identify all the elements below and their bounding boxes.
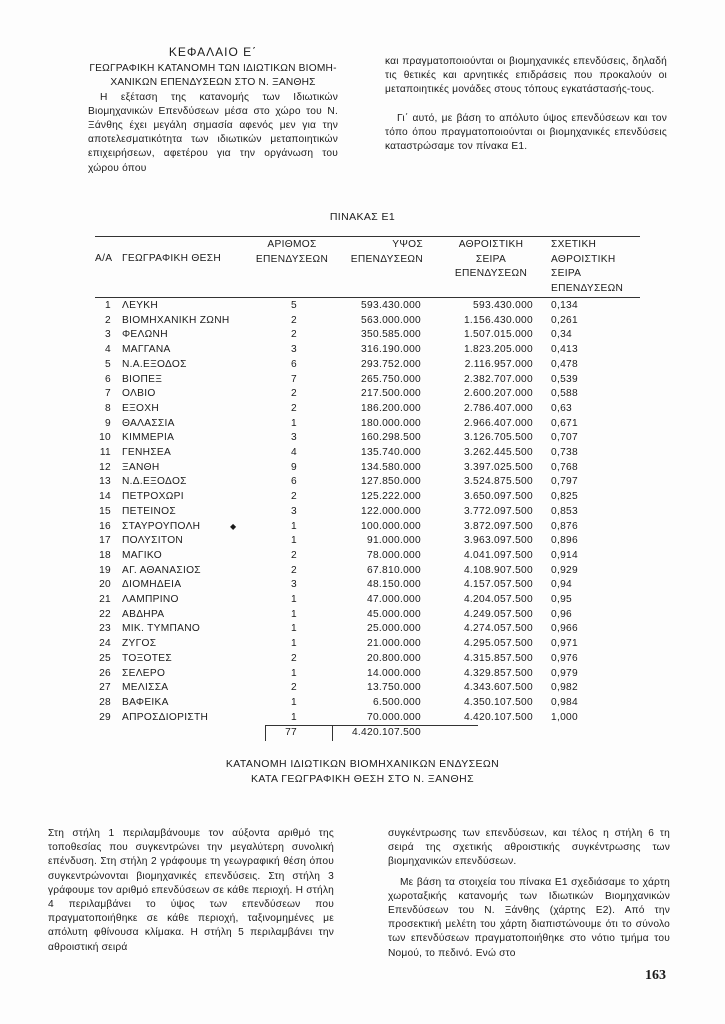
chapter-subtitle-line-1: ΓΕΩΓΡΑΦΙΚΗ ΚΑΤΑΝΟΜΗ ΤΩΝ ΙΔΙΩΤΙΚΩΝ ΒΙΟΜΗ- [89,63,337,75]
row-relative: 0,966 [551,623,578,635]
row-location: ΜΑΓΙΚΟ [122,549,162,561]
table-row [95,490,640,505]
row-count: 2 [291,402,297,414]
table-intro-paragraph: Γι΄ αυτό, με βάση το απόλυτο ύψος επενδύσεων και τον τόπο όπου πραγματοποιούνται οι βιομηχανικές επενδύσεις καταστρώσαμε τον πίνακα Ε1. [385,112,667,153]
row-number: 18 [99,549,111,561]
row-count: 1 [291,417,297,429]
row-count: 3 [291,344,297,356]
table-row [95,520,640,535]
table-top-rule [95,236,640,237]
header-relative-line-1: ΣΧΕΤΙΚΗ [551,239,597,250]
table-row [95,446,640,461]
chapter-title: ΚΕΦΑΛΑΙΟ Ε΄ [168,45,258,59]
header-count-line-2: ΕΠΕΝΔΥΣΕΩΝ [255,253,329,265]
row-relative: 0,63 [551,402,573,414]
row-location: Ν.Α.ΕΞΟΔΟΣ [122,358,187,370]
row-relative: 0,984 [551,696,578,708]
row-count: 4 [291,447,297,458]
row-number: 10 [99,432,111,444]
row-number: 1 [105,300,111,311]
chapter-subtitle-line-2: ΧΑΝΙΚΩΝ ΕΠΕΝΔΥΣΕΩΝ ΣΤΟ Ν. ΞΑΝΘΗΣ [110,77,316,89]
header-count [250,238,334,267]
row-location: ΦΕΛΩΝΗ [122,329,168,341]
row-number: 5 [105,358,111,370]
row-location: ΒΙΟΠΕΞ [122,373,163,385]
row-amount: 134.580.000 [361,461,421,473]
row-amount: 593.430.000 [361,300,421,311]
row-number: 19 [99,564,111,576]
row-count: 1 [291,623,297,635]
row-location: ΣΤΑΥΡΟΥΠΟΛΗ [122,520,201,532]
row-count: 2 [291,329,297,341]
row-amount: 217.500.000 [361,388,421,400]
row-relative: 0,825 [551,491,578,503]
row-amount: 265.750.000 [361,373,421,385]
row-relative: 0,971 [551,638,578,650]
row-count: 3 [291,505,297,517]
table-row [95,358,640,373]
row-number: 25 [99,652,111,664]
row-amount: 6.500.000 [372,696,421,708]
row-number: 21 [99,594,111,605]
row-number: 11 [99,447,111,458]
row-number: 28 [99,696,111,708]
table-row [95,534,640,549]
row-relative: 0,95 [551,594,573,605]
row-relative: 0,261 [551,314,578,326]
header-cumulative [445,238,537,282]
row-location: ΜΑΓΓΑΝΑ [122,344,171,356]
row-location: ΔΙΟΜΗΔΕΙΑ [122,579,182,591]
total-count: 77 [285,727,297,738]
row-count: 2 [291,388,297,400]
caption-line-2: ΚΑΤΑ ΓΕΩΓΡΑΦΙΚΗ ΘΕΣΗ ΣΤΟ Ν. ΞΑΝΘΗΣ [251,773,474,785]
map-analysis-paragraph: Με βάση τα στοιχεία του πίνακα Ε1 σχεδιάσαμε το χάρτη χωροταξικής κατανομής των Ιδιωτικών Βιομηχανικών Επενδύσεων του Ν. Ξάνθης (χάρτης Ε2). Από την προσεκτική μελέτη του χάρτη διαπιστώνουμε ότι το σύνολο των επενδύσεων πραγματοποιήθηκε στο νότιο τμήμα του Νομού, το πεδινό. Ενώ στο [388,876,670,959]
row-relative: 0,738 [551,447,578,458]
header-amount-line-2: ΕΠΕΝΔΥΣΕΩΝ [350,253,423,265]
row-amount: 127.850.000 [361,476,421,488]
row-amount: 20.800.000 [367,652,421,664]
row-relative: 0,671 [551,417,578,429]
row-amount: 160.298.500 [361,432,421,444]
row-location: ΣΕΛΕΡΟ [122,667,166,679]
row-number: 12 [99,461,111,473]
row-relative: 0,34 [551,329,573,341]
row-count: 2 [291,652,297,664]
row-relative: 0,94 [551,579,573,591]
row-cumulative: 2.382.707.000 [463,373,533,385]
row-location: ΑΠΡΟΣΔΙΟΡΙΣΤΗ [122,711,209,723]
row-relative: 0,96 [551,608,573,620]
header-amount [333,238,423,267]
total-amount: 4.420.107.500 [351,727,421,738]
row-amount: 186.200.000 [361,402,421,414]
row-number: 24 [99,638,111,650]
row-amount: 91.000.000 [367,535,421,547]
row-count: 3 [291,432,297,444]
table-row [95,549,640,564]
header-relative-line-4: ΕΠΕΝΔΥΣΕΩΝ [551,282,624,294]
row-cumulative: 4.041.097.500 [463,549,533,561]
row-relative: 0,976 [551,652,578,664]
row-count: 9 [291,461,297,473]
table-row [95,608,640,623]
row-cumulative: 4.315.857.500 [463,652,533,664]
row-number: 6 [105,373,111,385]
row-amount: 563.000.000 [361,314,421,326]
row-amount: 21.000.000 [367,638,421,650]
row-number: 3 [105,329,111,341]
row-cumulative: 3.524.875.500 [463,476,533,488]
header-relative-line-2: ΑΘΡΟΙΣΤΙΚΗ [551,253,616,265]
row-location: ΠΕΤΕΙΝΟΣ [122,505,176,517]
row-amount: 45.000.000 [367,608,421,620]
header-location: ΓΕΩΓΡΑΦΙΚΗ ΘΕΣΗ [122,253,221,264]
row-number: 9 [105,417,111,429]
row-cumulative: 593.430.000 [473,300,533,311]
row-cumulative: 3.963.097.500 [463,535,533,547]
row-relative: 0,539 [551,373,578,385]
row-amount: 67.810.000 [367,564,421,576]
row-cumulative: 4.420.107.500 [463,711,533,723]
row-cumulative: 3.872.097.500 [463,520,533,532]
row-location: ΜΕΛΙΣΣΑ [122,682,169,694]
table-row [95,387,640,402]
row-cumulative: 4.350.107.500 [463,696,533,708]
row-cumulative: 2.116.957.000 [464,358,533,370]
row-relative: 0,588 [551,388,578,400]
row-count: 7 [291,373,297,385]
row-amount: 78.000.000 [367,549,421,561]
row-cumulative: 1.507.015.000 [463,329,533,341]
row-cumulative: 4.157.057.500 [463,579,533,591]
row-amount: 25.000.000 [367,623,421,635]
row-location: ΠΕΤΡΟΧΩΡΙ [122,491,184,503]
table-row [95,622,640,637]
row-amount: 350.585.000 [361,329,421,341]
row-relative: 0,982 [551,682,578,694]
row-count: 2 [291,549,297,561]
row-number: 2 [105,314,111,326]
row-location: Ν.Δ.ΕΞΟΔΟΣ [122,476,187,488]
table-row [95,461,640,476]
row-amount: 13.750.000 [367,682,421,694]
row-count: 1 [291,711,297,723]
row-relative: 0,413 [551,344,578,356]
row-amount: 293.752.000 [361,358,421,370]
table-title: ΠΙΝΑΚΑΣ Ε1 [329,211,396,223]
row-amount: 125.222.000 [361,491,421,503]
row-relative: 0,707 [551,432,578,444]
row-location: ΒΙΟΜΗΧΑΝΙΚΗ ΖΩΝΗ [122,314,230,326]
row-number: 20 [99,579,111,591]
row-cumulative: 3.397.025.500 [463,461,533,473]
row-count: 1 [291,608,297,620]
row-location: ΑΒΔΗΡΑ [122,608,165,620]
row-amount: 14.000.000 [367,667,421,679]
top-right-column [385,55,667,154]
row-location: ΒΑΦΕΙΚΑ [122,696,169,708]
row-location: ΓΕΝΗΣΕΑ [122,447,172,458]
top-left-column [88,45,338,176]
row-location: ΖΥΓΟΣ [122,638,157,650]
table-row [95,431,640,446]
table-row [95,343,640,358]
row-location: ΜΙΚ. ΤΥΜΠΑΝΟ [122,623,201,635]
table-row [95,299,640,314]
row-relative: 0,876 [551,520,578,532]
row-count: 5 [291,300,297,311]
row-cumulative: 4.295.057.500 [463,638,533,650]
row-count: 2 [291,491,297,503]
row-relative: 0,478 [551,358,578,370]
row-number: 22 [99,608,111,620]
row-number: 26 [99,667,111,679]
row-relative: 0,929 [551,564,578,576]
row-relative: 1,000 [551,711,578,723]
row-location: ΘΑΛΑΣΣΙΑ [122,417,175,429]
row-number: 27 [99,682,111,694]
row-cumulative: 1.823.205.000 [463,344,533,356]
row-cumulative: 3.772.097.500 [463,505,533,517]
row-cumulative: 2.600.207.000 [463,388,533,400]
row-location: ΛΑΜΠΡΙΝΟ [122,594,179,605]
row-cumulative: 3.126.705.500 [463,432,533,444]
row-cumulative: 3.650.097.500 [463,491,533,503]
header-cumulative-line-2: ΣΕΙΡΑ [475,253,507,265]
row-location: ΑΓ. ΑΘΑΝΑΣΙΟΣ [122,564,201,576]
row-location: ΕΞΟΧΗ [122,402,159,414]
row-number: 14 [99,491,111,503]
row-location: ΤΟΞΟΤΕΣ [122,652,172,664]
row-relative: 0,896 [551,535,578,547]
row-cumulative: 2.966.407.000 [463,417,533,429]
row-location: ΟΛΒΙΟ [122,388,156,400]
table-row [95,637,640,652]
row-number: 23 [99,623,111,635]
row-amount: 48.150.000 [367,579,421,591]
row-cumulative: 4.108.907.500 [463,564,533,576]
row-location: ΛΕΥΚΗ [122,300,159,311]
row-count: 1 [291,520,297,532]
row-count: 1 [291,667,297,679]
row-number: 13 [99,476,111,488]
table-row [95,696,640,711]
table-header-rule [95,297,640,298]
columns-description-continuation: συγκέντρωσης των επενδύσεων, και τέλος η στήλη 6 τη σειρά της σχετικής αθροιστικής συγκέντρωσης των βιομηχανικών επενδύσεων. [388,828,670,868]
table-row [95,402,640,417]
row-amount: 180.000.000 [361,417,421,429]
header-amount-line-1: ΥΨΟΣ [392,239,423,250]
row-amount: 316.190.000 [361,344,421,356]
row-number: 16 [99,520,111,532]
row-number: 15 [99,505,111,517]
row-amount: 70.000.000 [367,711,421,723]
row-relative: 0,797 [551,476,578,488]
row-relative: 0,914 [551,549,578,561]
row-count: 2 [291,314,297,326]
header-relative-line-3: ΣΕΙΡΑ [551,268,582,279]
header-relative [551,238,623,296]
row-cumulative: 4.274.057.500 [463,623,533,635]
stray-mark: ◆ [230,522,237,531]
table-row [95,314,640,329]
row-count: 1 [291,638,297,650]
row-number: 17 [99,535,111,547]
columns-description-paragraph: Στη στήλη 1 περιλαμβάνουμε τον αύξοντα αριθμό της τοποθεσίας που συγκεντρώνει την μεγαλύτερη συνολική επένδυση. Στη στήλη 2 γράφουμε τη γεωγραφική θέση όπου συγκεντρώνονται βιομηχανικές επενδύσεις. Στη στήλη 3 γράφουμε τον αριθμό επενδύσεων σε κάθε περιοχή. Η στήλη 4 περιλαμβάνει το ύψος των επενδύσεων που πραγματοποιήθηκε σε κάθε περιοχή, ταξινομημένες με απόλυτη φθίνουσα κλίμακα. Η στήλη 5 περιλαμβάνει την αθροιστική σειρά [48,828,334,953]
table-row [95,417,640,432]
table-row [95,667,640,682]
row-amount: 100.000.000 [361,520,421,532]
row-number: 8 [105,402,111,414]
intro-paragraph: Η εξέταση της κατανομής των Ιδιωτικών Βιομηχανικών Επενδύσεων μέσα στο χώρο του Ν. Ξάνθης έχει μεγάλη σημασία αφενός μεν για την αποτελεσματικότητα των ιδιωτικών μεταποιητικών επιχειρήσεων, αφετέρου για την οργάνωση του χώρου όπου [88,91,338,174]
row-count: 3 [291,579,297,591]
table-row [95,652,640,667]
row-number: 29 [99,711,111,723]
header-count-line-1: ΑΡΙΘΜΟΣ [267,239,317,250]
row-cumulative: 4.204.057.500 [463,594,533,605]
table-row [95,578,640,593]
table-row [95,711,640,726]
row-location: ΚΙΜΜΕΡΙΑ [122,432,175,444]
row-location: ΠΟΛΥΣΙΤΟΝ [122,535,184,547]
row-count: 2 [291,564,297,576]
row-cumulative: 4.249.057.500 [463,608,533,620]
row-count: 6 [291,476,297,488]
table-row [95,475,640,490]
row-cumulative: 1.156.430.000 [463,314,533,326]
row-count: 1 [291,696,297,708]
table-row [95,505,640,520]
table-total-row [95,726,640,740]
table-row [95,373,640,388]
row-cumulative: 4.343.607.500 [463,682,533,694]
row-count: 6 [291,358,297,370]
row-relative: 0,853 [551,505,578,517]
table-row [95,681,640,696]
row-relative: 0,979 [551,667,578,679]
row-count: 1 [291,594,297,605]
row-relative: 0,768 [551,461,578,473]
row-relative: 0,134 [551,300,578,311]
bottom-left-column [48,827,334,955]
row-count: 1 [291,535,297,547]
caption-line-1: ΚΑΤΑΝΟΜΗ ΙΔΙΩΤΙΚΩΝ ΒΙΟΜΗΧΑΝΙΚΩΝ ΕΝΔΥΣΕΩΝ [225,758,500,770]
intro-continuation-paragraph: και πραγματοποιούνται οι βιομηχανικές επενδύσεις, δηλαδή τις θετικές και αρνητικές επιδράσεις που προκαλούν οι μεταποιητικές μονάδες στους τόπους εγκατάστασής-τους. [385,56,667,96]
row-cumulative: 2.786.407.000 [463,402,533,414]
table-row [95,328,640,343]
page-number: 163 [645,968,666,983]
row-cumulative: 4.329.857.500 [463,667,533,679]
row-amount: 122.000.000 [361,505,421,517]
table-row [95,564,640,579]
row-cumulative: 3.262.445.500 [463,447,533,458]
row-count: 2 [291,682,297,694]
header-cumulative-line-1: ΑΘΡΟΙΣΤΙΚΗ [458,239,524,250]
row-number: 4 [105,344,111,356]
header-cumulative-line-3: ΕΠΕΝΔΥΣΕΩΝ [454,268,528,279]
row-amount: 47.000.000 [367,594,421,605]
row-amount: 135.740.000 [361,447,421,458]
figure-caption [0,757,725,787]
row-location: ΞΑΝΘΗ [122,461,160,473]
row-number: 7 [105,388,111,400]
bottom-right-column [388,827,670,961]
header-no: Α/Α [95,253,113,264]
table-row [95,593,640,608]
